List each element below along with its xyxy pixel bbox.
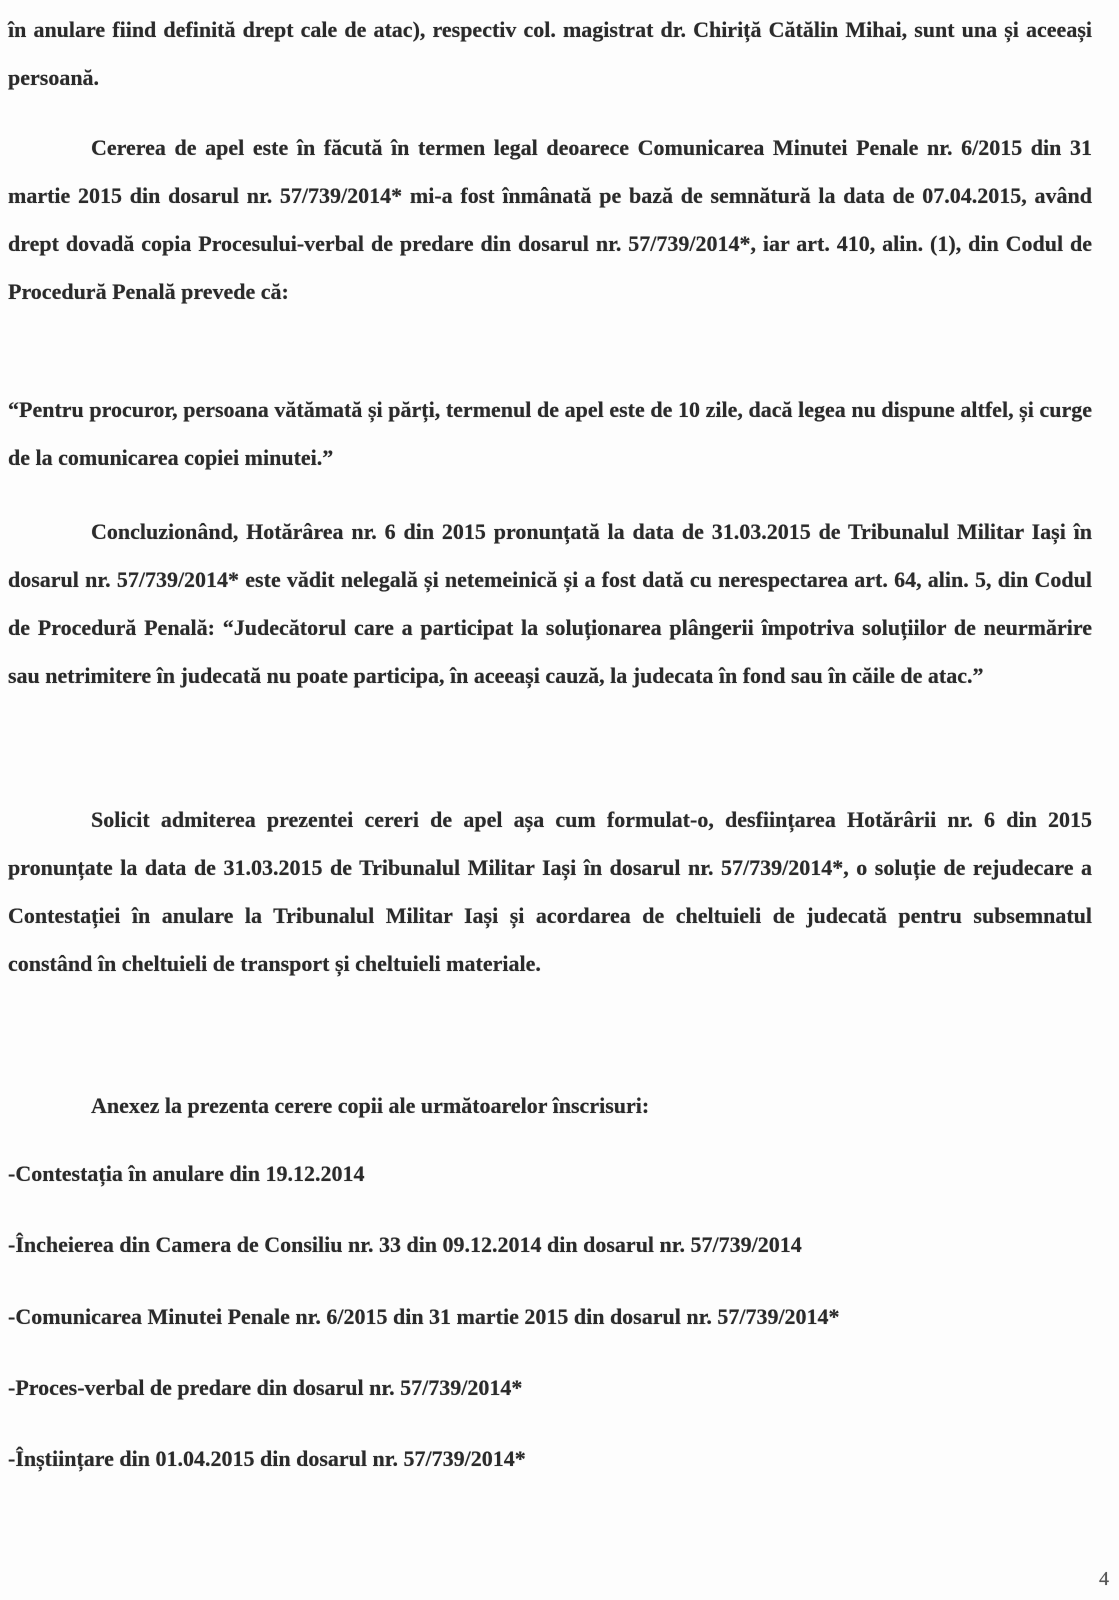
paragraph-conclusion: Concluzionând, Hotărârea nr. 6 din 2015 pronunțată la data de 31.03.2015 de Tribunalul Militar Iași în dosarul nr. 57/739/2014* este vădit nelegală și netemeinică și a fost dată cu nerespectarea art. 64, alin. 5, din Codul de Procedură Penală: “Judecătorul care a participat la soluționarea plângerii împotriva soluțiilor de neurmărire sau netrimitere în judecată nu poate participa, în aceeași cauză, la judecata în fond sau în căile de atac.” [8, 519, 1092, 688]
annex-item: -Proces-verbal de predare din dosarul nr. 57/739/2014* [8, 1375, 523, 1400]
page-number: 4 [1099, 1568, 1109, 1590]
paragraph-continuation: în anulare fiind definită drept cale de atac), respectiv col. magistrat dr. Chiriță Cătălin Mihai, sunt una și aceeași persoană. [8, 17, 1092, 90]
annex-item: -Comunicarea Minutei Penale nr. 6/2015 din 31 martie 2015 din dosarul nr. 57/739/2014* [8, 1304, 840, 1329]
annex-item: -Contestația în anulare din 19.12.2014 [8, 1161, 365, 1186]
annex-item: -Înștiințare din 01.04.2015 din dosarul nr. 57/739/2014* [8, 1446, 526, 1471]
paragraph-request: Solicit admiterea prezentei cereri de apel așa cum formulat-o, desființarea Hotărârii nr. 6 din 2015 pronunțate la data de 31.03.2015 de Tribunalul Militar Iași în dosarul nr. 57/739/2014*, o soluție de rejudecare a Contestației în anulare la Tribunalul Militar Iași și acordarea de cheltuieli de judecată pentru subsemnatul constând în cheltuieli de transport și cheltuieli materiale. [8, 807, 1092, 976]
paragraph-appeal-deadline: Cererea de apel este în făcută în termen legal deoarece Comunicarea Minutei Penale nr. 6/2015 din 31 martie 2015 din dosarul nr. 57/739/2014* mi-a fost înmânată pe bază de semnătură la data de 07.04.2015, având drept dovadă copia Procesului-verbal de predare din dosarul nr. 57/739/2014*, iar art. 410, alin. (1), din Codul de Procedură Penală prevede că: [8, 135, 1092, 304]
paragraph-annex-intro: Anexez la prezenta cerere copii ale următoarelor înscrisuri: [91, 1093, 650, 1118]
annex-item: -Încheierea din Camera de Consiliu nr. 33 din 09.12.2014 din dosarul nr. 57/739/2014 [8, 1232, 802, 1257]
paragraph-law-quote: “Pentru procuror, persoana vătămată și părți, termenul de apel este de 10 zile, dacă legea nu dispune altfel, și curge de la comunicarea copiei minutei.” [8, 397, 1092, 470]
